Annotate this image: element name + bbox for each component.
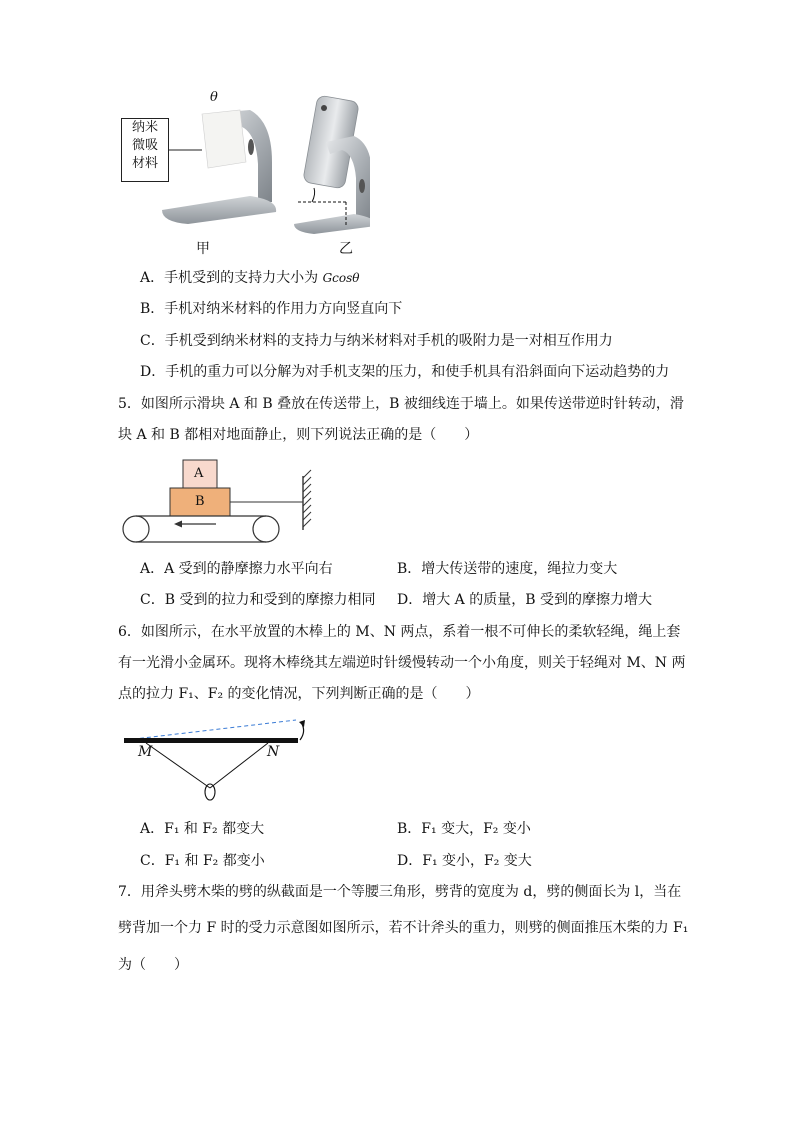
q5-option-b: B．增大传送带的速度，绳拉力变大 [397,561,618,577]
metal-ring [205,784,215,800]
q6-option-a: A．F₁ 和 F₂ 都变大 [140,821,265,837]
q6-option-d: D．F₁ 变小，F₂ 变大 [397,853,532,869]
theta-label: θ [210,90,218,105]
q4-option-b: B．手机对纳米材料的作用力方向竖直向下 [140,301,403,317]
point-m-label: M [138,744,153,760]
q4-option-a-text: A．手机受到的支持力大小为 [140,270,323,286]
label-line-3: 材料 [131,156,158,171]
holder-right [294,95,370,234]
nano-pad [202,110,246,168]
holder-left [162,110,276,224]
rope-left [146,743,210,788]
q4-option-a [140,268,359,288]
rotation-arrow [300,724,304,740]
q5-option-d: D．增大 A 的质量，B 受到的摩擦力增大 [397,592,652,608]
q5-option-c: C．B 受到的拉力和受到的摩擦力相同 [140,592,376,608]
q6-stem-line3: 点的拉力 F₁、F₂ 的变化情况，下列判断正确的是（ ） [118,686,480,702]
point-n-label: N [267,744,280,760]
q7-stem-line2: 劈背加一个力 F 时的受力示意图如图所示，若不计斧头的重力，则劈的侧面推压木柴的力 F₁ [118,920,689,936]
q6-stem-line2: 有一光滑小金属环。现将木棒绕其左端逆时针缓慢转动一个小角度，则关于轻绳对 M、N 两 [118,655,686,671]
phone-holder-figure [110,92,370,242]
q5-stem-line1: 5．如图所示滑块 A 和 B 叠放在传送带上，B 被细线连于墙上。如果传送带逆时针转动，滑 [118,396,684,412]
q6-stem-line1: 6．如图所示，在水平放置的木棒上的 M、N 两点，系着一根不可伸长的柔软轻绳，绳上套 [118,624,681,640]
rope-right [210,743,268,788]
q5-stem-line2: 块 A 和 B 都相对地面静止，则下列说法正确的是（ ） [118,427,479,443]
q6-option-c: C．F₁ 和 F₂ 都变小 [140,853,265,869]
caption-yi: 乙 [339,241,353,257]
right-roller [253,516,279,542]
q7-stem-line3: 为（ ） [118,957,188,973]
label-line-2: 微吸 [131,138,158,153]
caption-jia: 甲 [196,241,210,257]
q7-stem-line1: 7．用斧头劈木柴的劈的纵截面是一个等腰三角形，劈背的宽度为 d，劈的侧面长为 l，当在 [118,884,682,900]
q4-option-a-expr: Gcosθ [322,271,360,285]
q4-option-c: C．手机受到纳米材料的支持力与纳米材料对手机的吸附力是一对相互作用力 [140,333,613,349]
label-line-1: 纳米 [131,120,158,135]
q6-option-b: B．F₁ 变大，F₂ 变小 [397,821,531,837]
conveyor-figure [118,456,328,548]
wall-hatch [303,470,311,527]
rotated-rod-dashed [126,720,296,740]
left-roller [123,516,149,542]
block-a-label: A [194,466,204,481]
q4-option-d: D．手机的重力可以分解为对手机支架的压力，和使手机具有沿斜面向下运动趋势的力 [140,364,670,380]
block-b-label: B [195,494,205,509]
q5-option-a: A．A 受到的静摩擦力水平向右 [140,561,333,577]
